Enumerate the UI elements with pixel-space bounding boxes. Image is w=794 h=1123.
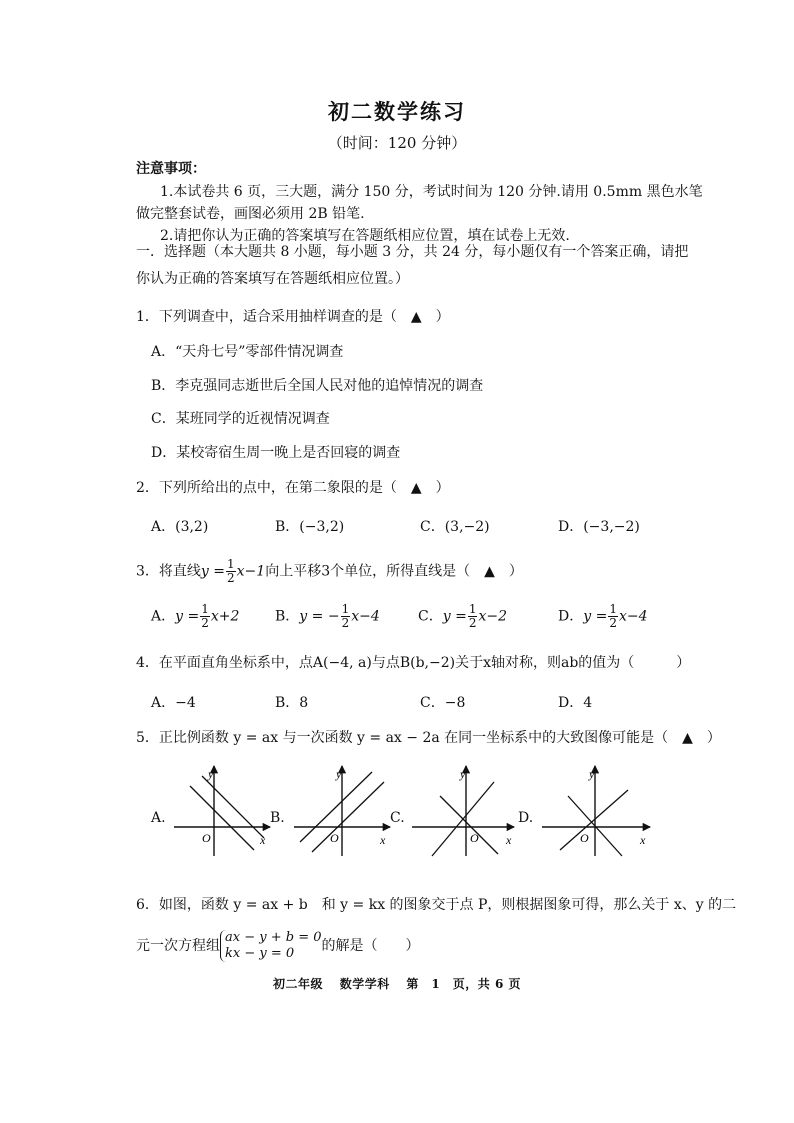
question-4-option-d: D．4 bbox=[558, 695, 593, 711]
origin-label: O bbox=[580, 831, 589, 845]
notice-item-1-line-2: 做完整套试卷，画图必须用 2B 铅笔. bbox=[136, 206, 365, 222]
footer-subject: 数学学科 bbox=[339, 977, 390, 991]
graph-line-1 bbox=[440, 796, 498, 854]
notice-item-2: 2.请把你认为正确的答案填写在答题纸相应位置，填在试卷上无效. bbox=[160, 228, 570, 244]
graph-line-2 bbox=[312, 782, 384, 852]
exam-duration: （时间：120 分钟） bbox=[327, 134, 467, 152]
question-3-stem bbox=[136, 558, 523, 585]
question-3-option-c: C．y = $\frac{1}{2}$ x−2 bbox=[418, 602, 507, 630]
y-axis-label: y bbox=[589, 767, 595, 781]
question-5-label-c: C. bbox=[390, 810, 405, 826]
equation-1: ax − y + b = 0 bbox=[225, 930, 322, 945]
question-4-stem: 4．在平面直角坐标系中，点A(−4, a)与点B(b,−2)关于x轴对称，则ab的值为（ ） bbox=[136, 655, 691, 671]
footer-page-number: 第 1 页，共 6 页 bbox=[406, 977, 521, 991]
x-axis-label: x bbox=[640, 833, 646, 847]
origin-label: O bbox=[330, 831, 339, 845]
question-5-graph-a bbox=[172, 760, 277, 860]
origin-label: O bbox=[470, 831, 479, 845]
page-footer bbox=[0, 975, 794, 992]
footer-grade: 初二年级 bbox=[273, 977, 324, 991]
question-2-option-b: B．(−3,2) bbox=[275, 519, 345, 535]
graph-line-2 bbox=[432, 782, 494, 856]
equation-2: kx − y = 0 bbox=[225, 946, 295, 961]
question-5-graph-b bbox=[292, 760, 397, 860]
question-3-fraction: $\frac{1}{2}$ bbox=[227, 557, 235, 585]
question-1-option-a: A．“天舟七号”零部件情况调查 bbox=[151, 344, 344, 360]
question-3-equation-rhs: x−1 bbox=[236, 563, 266, 580]
question-6-system-prefix: 元一次方程组 bbox=[136, 938, 220, 954]
question-4-option-b: B．8 bbox=[275, 695, 309, 711]
question-3-option-b: B．y = − $\frac{1}{2}$ x−4 bbox=[275, 602, 380, 630]
equation-system bbox=[220, 930, 322, 962]
question-1-option-c: C．某班同学的近视情况调查 bbox=[151, 411, 330, 427]
y-axis-label: y bbox=[208, 767, 214, 781]
question-3-option-d: D．y = $\frac{1}{2}$ x−4 bbox=[558, 602, 648, 630]
y-axis-label: y bbox=[336, 767, 342, 781]
x-axis-label: x bbox=[506, 833, 512, 847]
question-2-option-a: A．(3,2) bbox=[151, 519, 209, 535]
notice-item-1-line-1: 1.本试卷共 6 页，三大题，满分 150 分，考试时间为 120 分钟.请用 0.5mm 黑色水笔 bbox=[160, 184, 703, 200]
question-2-option-d: D．(−3,−2) bbox=[558, 519, 640, 535]
section-1-heading-line-2: 你认为正确的答案填写在答题纸相应位置。） bbox=[136, 271, 409, 287]
question-5-graph-d bbox=[540, 760, 655, 860]
question-3-stem-suffix: 向上平移3个单位，所得直线是（ ▲ ） bbox=[265, 563, 523, 580]
question-5-stem: 5．正比例函数 y = ax 与一次函数 y = ax − 2a 在同一坐标系中的大致图像可能是（ ▲ ） bbox=[136, 730, 721, 746]
question-6-stem: 6．如图，函数 y = ax + b 和 y = kx 的图象交于点 P，则根据图象可得，那么关于 x、y 的二 bbox=[136, 897, 737, 913]
question-1-stem: 1．下列调查中，适合采用抽样调查的是（ ▲ ） bbox=[136, 309, 450, 325]
question-5-label-d: D. bbox=[518, 810, 534, 826]
question-1-option-d: D．某校寄宿生周一晚上是否回寝的调查 bbox=[151, 445, 401, 461]
origin-label: O bbox=[202, 831, 211, 845]
question-4-option-c: C．−8 bbox=[420, 695, 466, 711]
question-2-option-c: C．(3,−2) bbox=[420, 519, 490, 535]
question-1-option-b: B．李克强同志逝世后全国人民对他的追悼情况的调查 bbox=[151, 378, 484, 394]
question-2-stem: 2．下列所给出的点中，在第二象限的是（ ▲ ） bbox=[136, 480, 450, 496]
y-axis-label: y bbox=[460, 767, 466, 781]
question-3-option-a: A．y = $\frac{1}{2}$ x+2 bbox=[151, 602, 240, 630]
question-5-graph-c bbox=[410, 760, 520, 860]
question-3-equation-lhs: y = bbox=[200, 563, 226, 580]
question-5-label-b: B. bbox=[270, 810, 285, 826]
question-6-line-2 bbox=[136, 930, 420, 962]
section-1-heading-line-1: 一．选择题（本大题共 8 小题，每小题 3 分，共 24 分，每小题仅有一个答案正确，请把 bbox=[136, 244, 689, 260]
x-axis-label: x bbox=[260, 833, 266, 847]
question-5-label-a: A. bbox=[151, 810, 166, 826]
page-title: 初二数学练习 bbox=[328, 99, 466, 124]
x-axis-label: x bbox=[380, 833, 386, 847]
notice-heading: 注意事项： bbox=[136, 161, 206, 177]
question-4-option-a: A．−4 bbox=[151, 695, 196, 711]
question-6-system-suffix: 的解是（ ） bbox=[321, 938, 420, 954]
question-3-stem-prefix: 3．将直线 bbox=[136, 563, 201, 580]
